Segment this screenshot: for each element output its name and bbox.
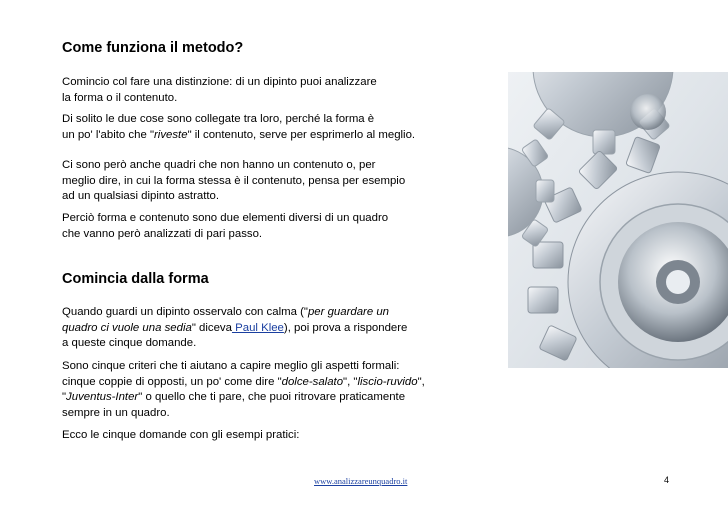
text-line: Ci sono però anche quadri che non hanno un contenuto o, per xyxy=(62,159,376,171)
page-number: 4 xyxy=(664,475,670,485)
text-line: Quando guardi un dipinto osservalo con calma ("per guardare un xyxy=(62,306,389,318)
text-line: ad un qualsiasi dipinto astratto. xyxy=(62,190,220,203)
text-line: cinque coppie di opposti, un po' come dire "dolce-salato", "liscio-ruvido", xyxy=(62,375,425,388)
paragraph-examples-intro xyxy=(62,428,482,444)
paragraph-criteria xyxy=(62,359,482,421)
text-line: Perciò forma e contenuto sono due elementi diversi di un quadro xyxy=(62,212,389,224)
paragraph-observe xyxy=(62,305,482,352)
section-title-method: Come funziona il metodo? xyxy=(62,40,244,56)
text-line: Comincio col fare una distinzione: di un dipinto puoi analizzare xyxy=(62,76,377,88)
text-line: Di solito le due cose sono collegate tra loro, perché la forma è xyxy=(62,113,375,125)
text-line: meglio dire, in cui la forma stessa è il contenuto, pensa per esempio xyxy=(62,174,406,187)
paragraph-abstract xyxy=(62,158,482,205)
text-line: sempre in un quadro. xyxy=(62,406,170,419)
text-line: quadro ci vuole una sedia" diceva Paul Klee), poi prova a rispondere xyxy=(62,321,408,334)
text-line: a queste cinque domande. xyxy=(62,337,197,350)
gears-image xyxy=(508,72,728,368)
text-line: "Juventus-Inter" o quello che ti pare, che puoi ritrovare praticamente xyxy=(62,391,406,404)
paul-klee-link[interactable]: Paul Klee xyxy=(231,321,284,334)
text-line: Ecco le cinque domande con gli esempi pratici: xyxy=(62,429,300,441)
paragraph-form-content-link xyxy=(62,112,482,143)
text-line: un po' l'abito che "riveste" il contenuto, serve per esprimerlo al meglio. xyxy=(62,128,416,141)
section-title-form: Comincia dalla forma xyxy=(62,271,209,287)
text-line: la forma o il contenuto. xyxy=(62,91,178,104)
paragraph-distinction xyxy=(62,75,482,106)
text-line: Sono cinque criteri che ti aiutano a capire meglio gli aspetti formali: xyxy=(62,360,400,372)
paragraph-conclusion xyxy=(62,211,482,242)
website-link[interactable]: www.analizzareunquadro.it xyxy=(314,476,408,486)
text-line: che vanno però analizzati di pari passo. xyxy=(62,227,263,240)
